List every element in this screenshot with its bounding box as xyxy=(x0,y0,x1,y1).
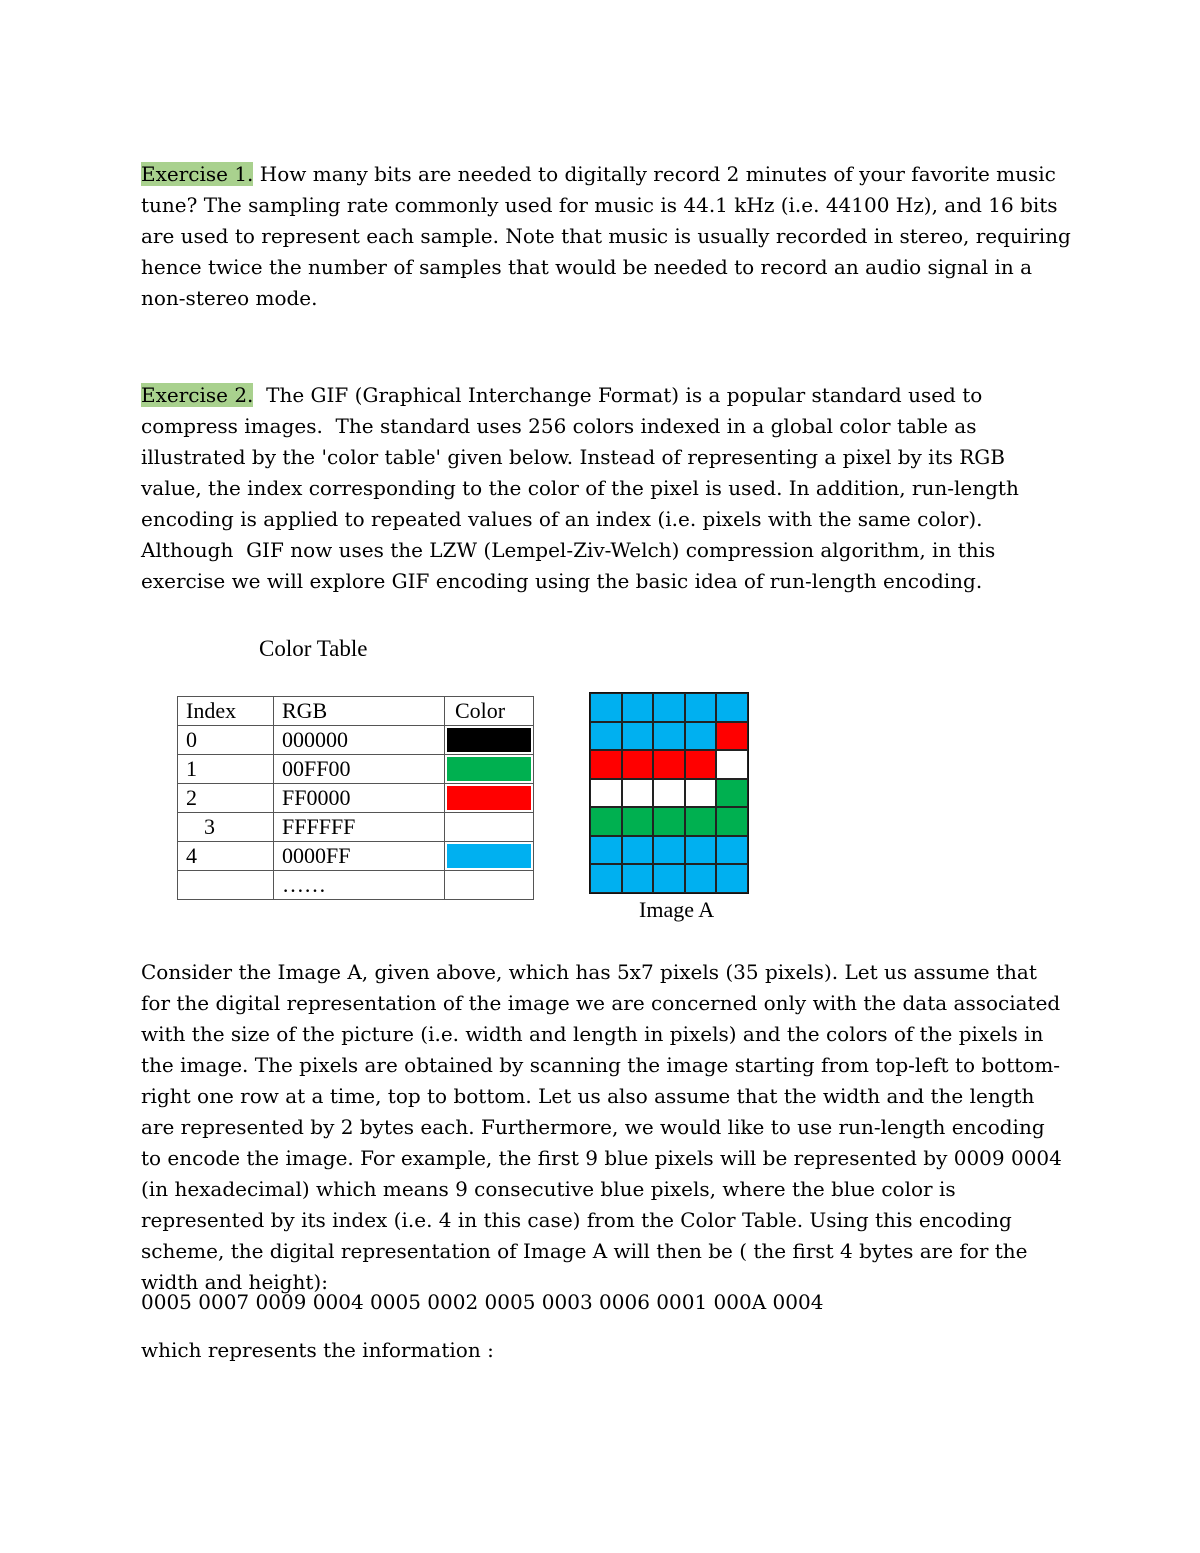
exercise-2-text: The GIF (Graphical Interchange Format) is a popular standard used to compress images. The standard uses 256 colors indexed in a global color table as illustrated by the 'color table' given below. Instead of representing a pixel by its RGB value, the index corresponding to the color of the pixel is used. In addition, run-length encoding is applied to repeated values of an index (i.e. pixels with the same color). Although GIF now uses the LZW (Lempel-Ziv-Welch) compression algorithm, in this exercise we will explore GIF encoding using the basic idea of run-length encoding. xyxy=(141,383,1026,593)
row-rgb: FF0000 xyxy=(274,784,445,813)
row-rgb: 0000FF xyxy=(274,842,445,871)
consider-paragraph: Consider the Image A, given above, which has 5x7 pixels (35 pixels). Let us assume that for the digital representation of the image we are concerned only with the data associated with the size of the picture (i.e. width and length in pixels) and the colors of the pixels in the image. The pixels are obtained by scanning the image starting from top-left to bottom-right one row at a time, top to bottom. Let us also assume that the width and the length are represented by 2 bytes each. Furthermore, we would like to use run-length encoding to encode the image. For example, the first 9 blue pixels will be represented by 0009 0004 (in hexadecimal) which means 9 consecutive blue pixels, where the blue color is represented by its index (i.e. 4 in this case) from the Color Table. Using this encoding scheme, the digital representation of Image A will then be ( the first 4 bytes are for the width and height): xyxy=(141,960,1062,1294)
exercise-1-label: Exercise 1. xyxy=(141,162,254,186)
pixel xyxy=(716,693,748,722)
row-color-cell xyxy=(445,842,534,871)
hex-encoding-line: 0005 0007 0009 0004 0005 0002 0005 0003 0006 0001 000A 0004 xyxy=(141,1290,824,1314)
pixel xyxy=(653,864,685,893)
row-color-cell xyxy=(445,755,534,784)
pixel xyxy=(590,722,622,751)
pixel xyxy=(716,807,748,836)
pixel xyxy=(653,750,685,779)
pixel xyxy=(685,836,717,865)
exercise-1-text: How many bits are needed to digitally record 2 minutes of your favorite music tune? The sampling rate commonly used for music is 44.1 kHz (i.e. 44100 Hz), and 16 bits are used to represent each sample. Note that music is usually recorded in stereo, requiring hence twice the number of samples that would be needed to record an audio signal in a non-stereo mode. xyxy=(141,162,1071,310)
pixel xyxy=(653,779,685,808)
row-color-cell xyxy=(445,784,534,813)
pixel xyxy=(622,864,654,893)
row-index: 0 xyxy=(178,726,274,755)
row-color-cell xyxy=(445,726,534,755)
pixel xyxy=(685,807,717,836)
pixel xyxy=(590,807,622,836)
color-table xyxy=(177,696,534,900)
pixel xyxy=(685,693,717,722)
image-a-pixel-grid xyxy=(589,692,749,894)
pixel xyxy=(622,750,654,779)
row-index: 1 xyxy=(178,755,274,784)
pixel xyxy=(716,750,748,779)
pixel xyxy=(622,722,654,751)
pixel xyxy=(622,779,654,808)
pixel xyxy=(653,722,685,751)
pixel xyxy=(622,807,654,836)
pixel xyxy=(716,722,748,751)
pixel xyxy=(590,836,622,865)
color-swatch xyxy=(447,786,531,810)
row-index xyxy=(178,871,274,900)
row-rgb: 000000 xyxy=(274,726,445,755)
header-color: Color xyxy=(445,697,534,726)
pixel xyxy=(716,836,748,865)
table-row xyxy=(178,784,534,813)
row-index: 4 xyxy=(178,842,274,871)
row-index: 2 xyxy=(178,784,274,813)
pixel xyxy=(685,750,717,779)
exercise-2-paragraph xyxy=(141,380,1071,597)
image-a-caption: Image A xyxy=(639,897,715,922)
table-row xyxy=(178,871,534,900)
row-rgb: …… xyxy=(274,871,445,900)
pixel xyxy=(622,693,654,722)
pixel xyxy=(590,779,622,808)
table-row xyxy=(178,755,534,784)
pixel xyxy=(653,693,685,722)
color-table-title: Color Table xyxy=(259,636,368,661)
color-table-header-row xyxy=(178,697,534,726)
row-rgb: 00FF00 xyxy=(274,755,445,784)
pixel xyxy=(622,836,654,865)
color-swatch xyxy=(447,757,531,781)
pixel xyxy=(653,807,685,836)
pixel xyxy=(685,779,717,808)
table-row xyxy=(178,842,534,871)
row-rgb: FFFFFF xyxy=(274,813,445,842)
row-color-cell xyxy=(445,871,534,900)
exercise-1-paragraph xyxy=(141,159,1071,314)
pixel xyxy=(590,750,622,779)
pixel xyxy=(653,836,685,865)
pixel xyxy=(590,693,622,722)
exercise-2-label: Exercise 2. xyxy=(141,383,254,407)
row-color-cell xyxy=(445,813,534,842)
color-swatch xyxy=(447,815,531,839)
pixel xyxy=(716,864,748,893)
pixel xyxy=(590,864,622,893)
pixel xyxy=(716,779,748,808)
header-index: Index xyxy=(178,697,274,726)
color-swatch xyxy=(447,844,531,868)
header-rgb: RGB xyxy=(274,697,445,726)
pixel xyxy=(685,864,717,893)
color-swatch xyxy=(447,728,531,752)
pixel xyxy=(685,722,717,751)
table-row xyxy=(178,813,534,842)
table-row xyxy=(178,726,534,755)
row-index: 3 xyxy=(178,813,274,842)
closing-line: which represents the information : xyxy=(141,1338,494,1362)
